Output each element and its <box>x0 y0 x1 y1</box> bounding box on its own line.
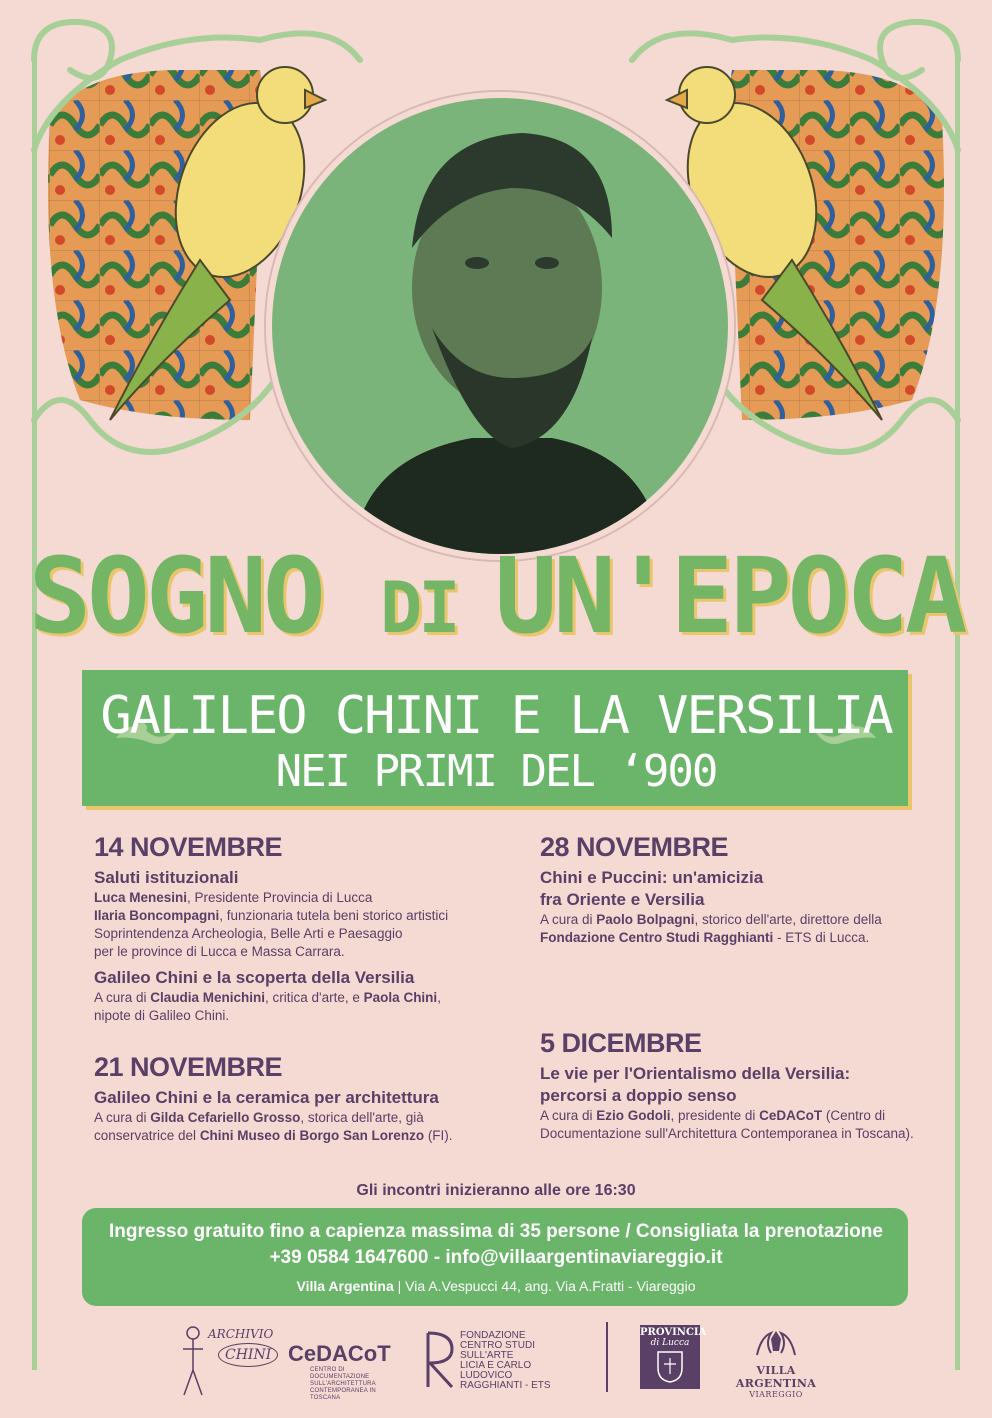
event-session-title: Galileo Chini e la ceramica per architettura <box>94 1088 439 1107</box>
event-session-title: Chini e Puccini: un'amicizia <box>540 868 764 887</box>
event-28-novembre <box>540 832 920 947</box>
event-line: Luca Menesini, Presidente Provincia di Lucca <box>94 890 373 905</box>
event-line: per le province di Lucca e Massa Carrara. <box>94 944 345 959</box>
shield-icon <box>656 1350 684 1384</box>
event-line: A cura di Claudia Menichini, critica d'arte, e Paola Chini, <box>94 990 441 1005</box>
event-line: A cura di Gilda Cefariello Grosso, storica dell'arte, già <box>94 1110 424 1125</box>
archivio-chini-logo <box>178 1325 274 1397</box>
villa-sub: VIAREGGIO <box>749 1390 803 1399</box>
subtitle-line2: NEI PRIMI DEL ‘900 <box>275 746 717 797</box>
event-date: 5 DICEMBRE <box>540 1028 702 1058</box>
villa-label: VILLA ARGENTINA <box>735 1364 817 1390</box>
title-part-di: DI <box>380 567 495 649</box>
title-part-sogno: SOGNO <box>28 535 381 657</box>
provincia-sub: di Lucca <box>650 1338 690 1348</box>
cedacot-sub2: SULL'ARCHITETTURA <box>310 1381 376 1387</box>
portrait-photo <box>266 92 734 560</box>
event-session-title: fra Oriente e Versilia <box>540 890 705 909</box>
start-time-note: Gli incontri inizieranno alle ore 16:30 <box>356 1182 636 1199</box>
villa-emblem-icon <box>751 1325 801 1359</box>
event-date: 21 NOVEMBRE <box>94 1052 283 1082</box>
event-line: Soprintendenza Archeologia, Belle Arti e Paesaggio <box>94 926 403 941</box>
event-session-title: Saluti istituzionali <box>94 868 239 887</box>
event-date: 28 NOVEMBRE <box>540 832 729 862</box>
event-line: nipote di Galileo Chini. <box>94 1008 230 1023</box>
event-line: A cura di Paolo Bolpagni, storico dell'arte, direttore della <box>540 912 882 927</box>
event-14-novembre <box>94 832 474 1025</box>
villa-argentina-logo <box>730 1325 822 1399</box>
venue-address: Villa Argentina | Via A.Vespucci 44, ang. Via A.Fratti - Viareggio <box>296 1278 696 1294</box>
fond-line1: FONDAZIONE <box>460 1330 526 1341</box>
fondazione-ragghianti-logo <box>424 1325 584 1391</box>
cedacot-sub1: CENTRO DI DOCUMENTAZIONE <box>310 1367 370 1380</box>
subtitle-line1: GALILEO CHINI E LA VERSILIA <box>100 686 892 746</box>
event-date: 14 NOVEMBRE <box>94 832 283 862</box>
event-line: conservatrice del Chini Museo di Borgo San Lorenzo (FI). <box>94 1128 453 1143</box>
fond-line4: LICIA E CARLO LUDOVICO <box>460 1360 532 1381</box>
fond-line2: CENTRO STUDI <box>460 1340 535 1351</box>
entry-info: Ingresso gratuito fino a capienza massima di 35 persone / Consigliata la prenotazione <box>109 1221 883 1242</box>
provincia-lucca-logo <box>640 1325 707 1389</box>
event-session-title: Le vie per l'Orientalismo della Versilia: <box>540 1064 851 1083</box>
title-part-epoca: UN'EPOCA <box>494 535 964 657</box>
event-line: Fondazione Centro Studi Ragghianti - ETS di Lucca. <box>540 930 870 945</box>
fond-line3: SULL'ARTE <box>460 1350 514 1361</box>
event-line: Ilaria Boncompagni, funzionaria tutela beni storico artistici <box>94 908 449 923</box>
event-title <box>0 535 992 657</box>
cedacot-label: CeDACoT <box>288 1341 391 1366</box>
cedacot-sub3: CONTEMPORANEA IN TOSCANA <box>310 1388 376 1401</box>
event-line: Documentazione sull'Architettura Contemporanea in Toscana). <box>540 1126 914 1141</box>
cedacot-logo <box>288 1325 398 1402</box>
archivio-label: ARCHIVIO <box>208 1327 274 1341</box>
event-21-novembre <box>94 1052 494 1145</box>
ragghianti-r-icon <box>424 1329 456 1391</box>
chini-label: CHINI <box>218 1343 278 1367</box>
event-5-dicembre <box>540 1028 940 1143</box>
logo-divider <box>606 1322 608 1392</box>
event-line: A cura di Ezio Godoli, presidente di CeDACoT (Centro di <box>540 1108 886 1123</box>
provincia-label: PROVINCIA <box>640 1327 707 1338</box>
fond-line5: RAGGHIANTI - ETS <box>460 1380 551 1391</box>
contact-info[interactable]: +39 0584 1647600 - info@villaargentinaviareggio.it <box>269 1247 723 1268</box>
event-session-title: percorsi a doppio senso <box>540 1086 737 1105</box>
event-session-title: Galileo Chini e la scoperta della Versilia <box>94 968 415 987</box>
